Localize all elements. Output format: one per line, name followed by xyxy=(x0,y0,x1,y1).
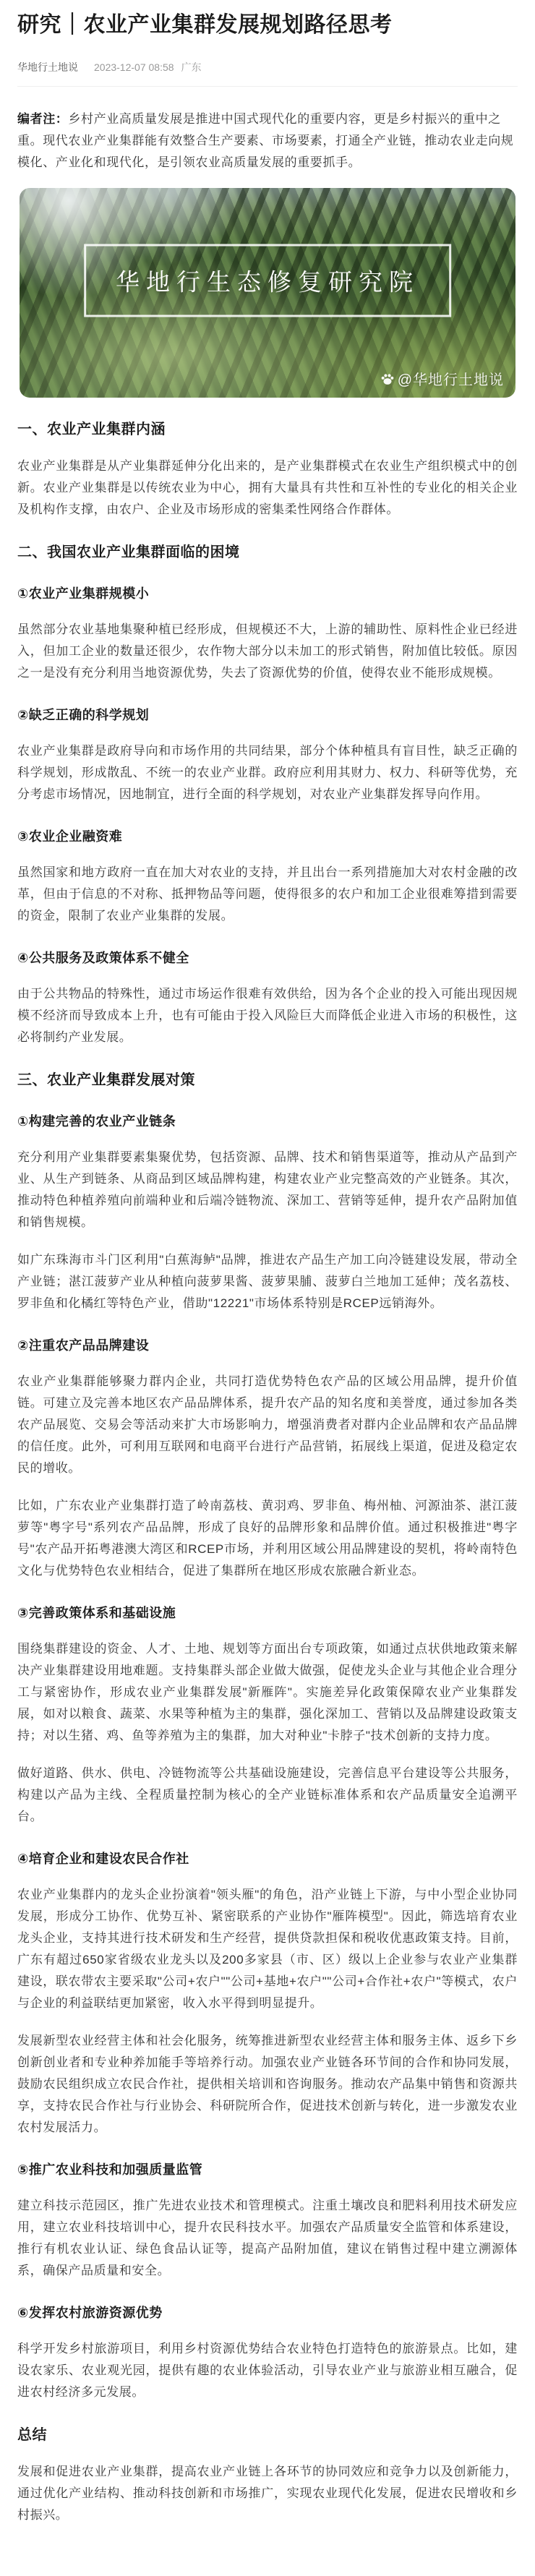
publish-location: 广东 xyxy=(181,61,202,74)
paw-icon xyxy=(380,372,395,386)
header-divider xyxy=(17,86,518,87)
paragraph: 农业产业集群内的龙头企业扮演着"领头雁"的角色，沿产业链上下游，与中小型企业协同发展，形成分工协作、优势互补、紧密联系的产业协作"雁阵模型"。因此，筛选培育农业龙头企业，支持其进行技术研发和生产经营，提供贷款担保和税收优惠政策支持。目前，广东有超过650家省级农业龙头以及200多家县（市、区）级以上企业参与农业产业集群建设，联农带农主要采取"公司+农户""公司+基地+农户""公司+合作社+农户"等模式，农户与企业的利益联结更加紧密，收入水平得到明显提升。 xyxy=(17,1888,518,2011)
paragraph: 农业产业集群是政府导向和市场作用的共同结果，部分个体种植具有盲目性，缺乏正确的科学规划，形成散乱、不统一的农业产业群。政府应利用其财力、权力、科研等优势，充分考虑市场情况，因地制宜，进行全面的科学规划，对农业产业集群发挥导向作用。 xyxy=(17,744,518,802)
paragraph: 由于公共物品的特殊性，通过市场运作很难有效供给，因为各个企业的投入可能出现因规模不经济而导致成本上升，也有可能由于投入风险巨大而降低企业进入市场的积极性，这必将制约产业发展。 xyxy=(17,987,518,1045)
article-meta xyxy=(17,60,518,74)
section-heading: 总结 xyxy=(17,2427,47,2444)
paragraph: 比如，广东农业产业集群打造了岭南荔枝、黄羽鸡、罗非鱼、梅州柚、河源油茶、湛江菠萝等"粤字号"系列农产品品牌，形成了良好的品牌形象和品牌价值。通过积极推进"粤字号"农产品开拓粤港澳大湾区和RCEP市场，并利用区域公用品牌建设的契机，将岭南特色文化与优势特色农业相结合，促进了集群所在地区形成农旅融合新业态。 xyxy=(17,1499,518,1578)
publish-time: 2023-12-07 08:58 xyxy=(94,61,174,74)
paragraph: 农业产业集群是从产业集群延伸分化出来的，是产业集群模式在农业生产组织模式中的创新。农业产业集群是以传统农业为中心，拥有大量具有共性和互补性的专业化的相关企业及机构作支撑，由农户、企业及市场形成的密集柔性网络合作群体。 xyxy=(17,459,518,517)
paragraph: 围绕集群建设的资金、人才、土地、规划等方面出台专项政策，如通过点状供地政策来解决产业集群建设用地难题。支持集群头部企业做大做强，促使龙头企业与其他企业合理分工与紧密协作，形成农业产业集群发展"新雁阵"。实施差异化政策保障农业产业集群发展，如对以粮食、蔬菜、水果等种植为主的集群，强化深加工、营销以及品牌建设政策支持；对以生猪、鸡、鱼等养殖为主的集群，加大对种业"卡脖子"技术创新的支持力度。 xyxy=(17,1642,518,1743)
section-heading: 二、我国农业产业集群面临的困境 xyxy=(17,544,240,561)
editor-note-label: 编者注： xyxy=(17,112,69,127)
section-heading: ①农业产业集群规模小 xyxy=(17,586,150,602)
paragraph: 农业产业集群能够聚力群内企业，共同打造优势特色农产品的区域公用品牌，提升价值链。可建立及完善本地区农产品品牌体系，提升农产品的知名度和美誉度，通过参加各类农产品展览、交易会等活动来扩大市场影响力，增强消费者对群内企业品牌和农产品品牌的信任度。此外，可利用互联网和电商平台进行产品营销，拓展线上渠道，促进及稳定农民的增收。 xyxy=(17,1374,518,1476)
section-heading: 一、农业产业集群内涵 xyxy=(17,422,166,438)
article-body xyxy=(17,419,518,2526)
section-heading: ④公共服务及政策体系不健全 xyxy=(17,951,189,966)
author-name[interactable]: 华地行土地说 xyxy=(17,61,78,74)
section-heading: ⑤推广农业科技和加强质量监管 xyxy=(17,2162,203,2178)
section-heading: ③农业企业融资难 xyxy=(17,829,123,844)
section-heading: ③完善政策体系和基础设施 xyxy=(17,1606,176,1621)
page-title: 研究｜农业产业集群发展规划路径思考 xyxy=(17,13,393,37)
editor-note-text: 乡村产业高质量发展是推进中国式现代化的重要内容，更是乡村振兴的重中之重。现代农业产业集群能有效整合生产要素、市场要素，打通全产业链，推动农业走向规模化、产业化和现代化，是引领农业高质量发展的重要抓手。 xyxy=(17,112,514,170)
section-heading: ②注重农产品品牌建设 xyxy=(17,1338,150,1353)
paragraph: 科学开发乡村旅游项目，利用乡村资源优势结合农业特色打造特色的旅游景点。比如，建设农家乐、农业观光园，提供有趣的农业体验活动，引导农业产业与旅游业相互融合，促进农村经济多元发展。 xyxy=(17,2342,518,2400)
editor-note xyxy=(17,108,518,174)
section-heading: 三、农业产业集群发展对策 xyxy=(17,1072,195,1089)
hero-image[interactable] xyxy=(20,188,515,398)
paragraph: 虽然国家和地方政府一直在加大对农业的支持，并且出台一系列措施加大对农村金融的改革，但由于信息的不对称、抵押物品等问题，使得很多的农户和加工企业很难筹措到需要的资金，限制了农业产业集群的发展。 xyxy=(17,865,518,923)
hero-overlay-title: 华地行生态修复研究院 xyxy=(116,268,419,296)
paragraph: 做好道路、供水、供电、冷链物流等公共基础设施建设，完善信息平台建设等公共服务，构建以产品为主线、全程质量控制为核心的全产业链标准体系和农产品质量安全追溯平台。 xyxy=(17,1766,518,1824)
paragraph: 建立科技示范园区，推广先进农业技术和管理模式。注重土壤改良和肥料利用技术研发应用，建立农业科技培训中心，提升农民科技水平。加强农产品质量安全监管和体系建设，推行有机农业认证、绿色食品认证等，提高产品附加值，建议在销售过程中建立溯源体系，确保产品质量和安全。 xyxy=(17,2199,518,2278)
section-heading: ⑥发挥农村旅游资源优势 xyxy=(17,2306,163,2321)
paragraph: 发展新型农业经营主体和社会化服务，统筹推进新型农业经营主体和服务主体、返乡下乡创新创业者和专业种养加能手等培养行动。加强农业产业链各环节间的合作和协同发展，鼓励农民组织成立农民合作社，提供相关培训和咨询服务。推动农产品集中销售和资源共享，支持农民合作社与行业协会、科研院所合作，促进技术创新与转化，进一步激发农业农村发展活力。 xyxy=(17,2034,518,2135)
hero-title-frame xyxy=(84,244,451,317)
paragraph: 充分利用产业集群要素集聚优势，包括资源、品牌、技术和销售渠道等，推动从产品到产业、从生产到链条、从商品到区域品牌构建，构建农业产业完整高效的产业链条。其次，推动特色种植养殖向前端种业和后端冷链物流、深加工、营销等延伸，提升农产品附加值和销售规模。 xyxy=(17,1150,518,1230)
section-heading: ②缺乏正确的科学规划 xyxy=(17,708,150,723)
section-heading: ①构建完善的农业产业链条 xyxy=(17,1114,176,1129)
hero-watermark xyxy=(380,368,504,389)
paragraph: 如广东珠海市斗门区利用"白蕉海鲈"品牌，推进农产品生产加工向冷链建设发展，带动全产业链；湛江菠萝产业从种植向菠萝果酱、菠萝果脯、菠萝白兰地加工延伸；茂名荔枝、罗非鱼和化橘红等特色产业，借助"12221"市场体系特别是RCEP远销海外。 xyxy=(17,1253,518,1311)
paragraph: 虽然部分农业基地集聚种植已经形成，但规模还不大，上游的辅助性、原料性企业已经进入，但加工企业的数量还很少，农作物大部分以未加工的形式销售，附加值比较低。原因之一是没有充分利用当地资源优势，失去了资源优势的价值，使得农业不能形成规模。 xyxy=(17,622,518,680)
paragraph: 发展和促进农业产业集群，提高农业产业链上各环节的协同效应和竞争力以及创新能力，通过优化产业结构、推动科技创新和市场推广，实现农业现代化发展，促进农民增收和乡村振兴。 xyxy=(17,2465,518,2522)
hero-watermark-text: @华地行土地说 xyxy=(397,372,504,389)
section-heading: ④培育企业和建设农民合作社 xyxy=(17,1852,189,1867)
